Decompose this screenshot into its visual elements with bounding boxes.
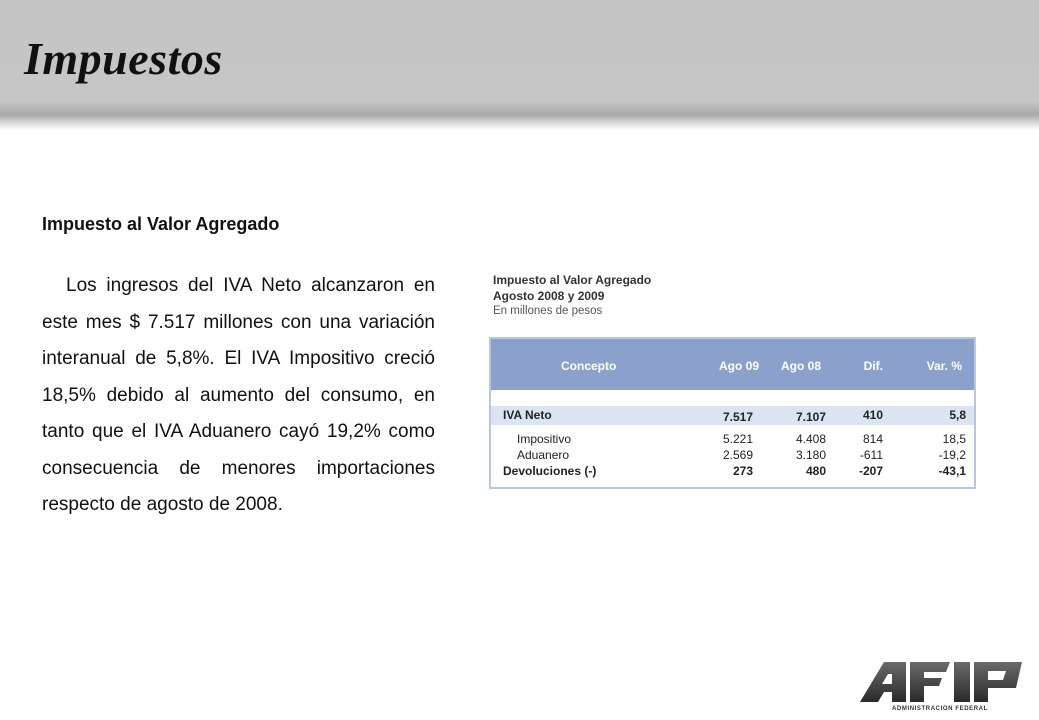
row-aduanero-concepto: Aduanero <box>517 448 570 462</box>
table-header <box>491 339 974 390</box>
afip-logo <box>858 658 1028 712</box>
row-iva-neto-concepto: IVA Neto <box>503 408 552 422</box>
row-aduanero-ago09: 2.569 <box>722 448 753 462</box>
iva-table <box>489 337 976 489</box>
slide-title: Impuestos <box>24 33 223 84</box>
row-impositivo-dif: 814 <box>862 432 883 446</box>
afip-logo-subtitle: ADMINISTRACION FEDERAL <box>892 706 988 712</box>
header-concepto: Concepto <box>561 359 617 373</box>
section-heading: Impuesto al Valor Agregado <box>42 214 280 234</box>
row-impositivo-ago09: 5.221 <box>722 432 753 446</box>
row-devoluciones-ago09: 273 <box>732 464 753 478</box>
header-ago09: Ago 09 <box>718 359 759 373</box>
header-dif: Dif. <box>863 359 883 373</box>
row-iva-neto-ago09: 7.517 <box>722 410 753 424</box>
row-iva-neto-var: 5,8 <box>949 408 966 422</box>
row-impositivo-var: 18,5 <box>942 432 966 446</box>
title-bar <box>0 0 1039 130</box>
row-aduanero-var: -19,2 <box>938 448 966 462</box>
row-devoluciones-concepto: Devoluciones (-) <box>503 464 597 478</box>
row-impositivo-ago08: 4.408 <box>795 432 826 446</box>
row-aduanero-ago08: 3.180 <box>795 448 826 462</box>
table-caption-units: En millones de pesos <box>493 305 603 317</box>
table-caption-period: Agosto 2008 y 2009 <box>493 289 605 303</box>
row-aduanero-dif: -611 <box>859 448 883 462</box>
row-devoluciones-dif: -207 <box>858 464 883 478</box>
row-devoluciones-var: -43,1 <box>938 464 966 478</box>
table-caption-title: Impuesto al Valor Agregado <box>493 273 652 287</box>
header-var: Var. % <box>926 359 962 373</box>
row-devoluciones-ago08: 480 <box>805 464 826 478</box>
row-iva-neto-dif: 410 <box>862 408 883 422</box>
row-iva-neto-ago08: 7.107 <box>795 410 826 424</box>
header-ago08: Ago 08 <box>780 359 821 373</box>
section-paragraph: Los ingresos del IVA Neto alcanzaron en este mes $ 7.517 millones con una variación interanual de 5,8%. El IVA Impositivo creció 18,5% debido al aumento del consumo, en tanto que el IVA Aduanero cayó 19,2% como consecuencia de menores importaciones respecto de agosto de 2008. <box>42 275 435 515</box>
row-impositivo-concepto: Impositivo <box>517 432 572 446</box>
